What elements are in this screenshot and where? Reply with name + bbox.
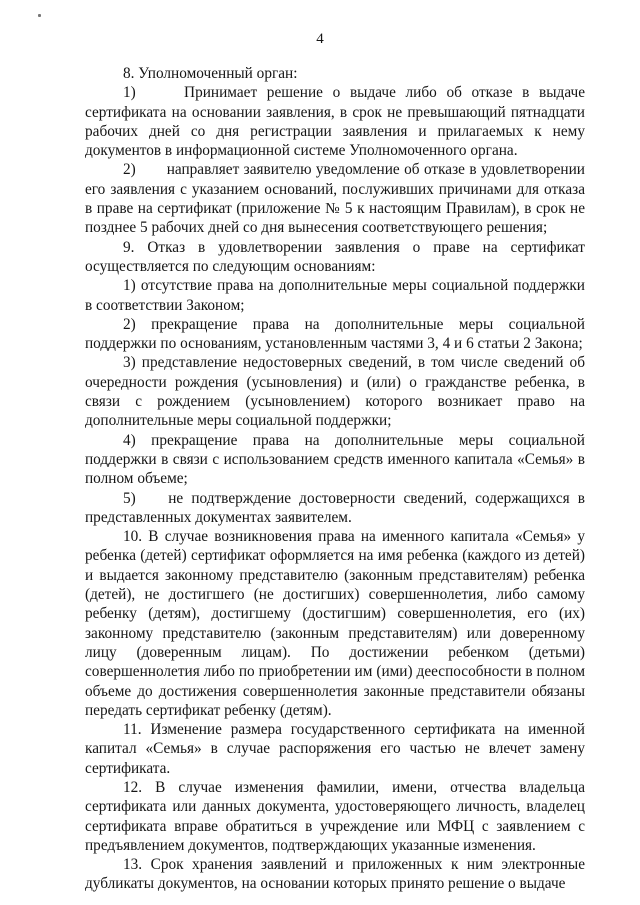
scan-speck <box>38 14 41 17</box>
paragraph-10: 10. В случае возникновения права на именного капитала «Семья» у ребенка (детей) сертификат оформляется на имя ребенка (каждого из детей) и выдается законному представителю (законным представителям) ребенка (детей), не достигшего (не достигших) совершеннолетия, либо самому ребенку (детям), достигшему (достигшим) совершеннолетия, его (их) законному представителю (законным представителям) или доверенному лицу (доверенным лицам). По достижении ребенком (детьми) совершеннолетия либо по приобретении им (ими) дееспособности в полном объеме до достижения совершеннолетия законные представители обязаны передать сертификат ребенку (детям). <box>85 528 585 719</box>
paragraph-12: 12. В случае изменения фамилии, имени, отчества владельца сертификата или данных документа, удостоверяющего личность, владелец сертификата вправе обратиться в учреждение или МФЦ с заявлением с предъявлением документов, подтверждающих указанные изменения. <box>85 778 585 854</box>
paragraph-9-heading: 9. Отказ в удовлетворении заявления о праве на сертификат осуществляется по следующим основаниям: <box>85 238 585 275</box>
paragraph-8-item-1: 1) Принимает решение о выдаче либо об отказе в выдаче сертификата на основании заявления, в срок не превышающий пятнадцати рабочих дней со дня регистрации заявления и прилагаемых к нему документов в информационной системе Уполномоченного органа. <box>85 84 585 160</box>
paragraph-8-item-2: 2) направляет заявителю уведомление об отказе в удовлетворении его заявления с указанием оснований, послуживших причинами для отказа в праве на сертификат (приложение № 5 к настоящим Правилам), в срок не позднее 5 рабочих дней со дня вынесения соответствующего решения; <box>85 161 585 237</box>
page-number: 4 <box>316 31 324 47</box>
paragraph-9-item-5: 5) не подтверждение достоверности сведений, содержащихся в представленных документах заявителем. <box>85 489 585 526</box>
paragraph-11: 11. Изменение размера государственного сертификата на именной капитал «Семья» в случае распоряжения его частью не влечет замену сертификата. <box>85 721 585 777</box>
paragraph-9-item-4: 4) прекращение права на дополнительные меры социальной поддержки в связи с использованием средств именного капитала «Семья» в полном объеме; <box>85 431 585 488</box>
paragraph-8-heading: 8. Уполномоченный орган: <box>123 65 298 82</box>
paragraph-9-item-2: 2) прекращение права на дополнительные меры социальной поддержки по основаниям, установленным частями 3, 4 и 6 статьи 2 Закона; <box>85 315 585 353</box>
paragraph-13: 13. Срок хранения заявлений и приложенных к ним электронные дубликаты документов, на основании которых принято решение о выдаче <box>85 856 585 893</box>
document-body <box>85 64 585 894</box>
paragraph-9-item-1: 1) отсутствие права на дополнительные меры социальной поддержки в соответствии Законом; <box>85 277 585 314</box>
paragraph-9-item-3: 3) представление недостоверных сведений, в том числе сведений об очередности рождения (усыновления) и (или) о гражданстве ребенка, в связи с рождением (усыновлением) которого возникает право на дополнительные меры социальной поддержки; <box>85 354 585 430</box>
